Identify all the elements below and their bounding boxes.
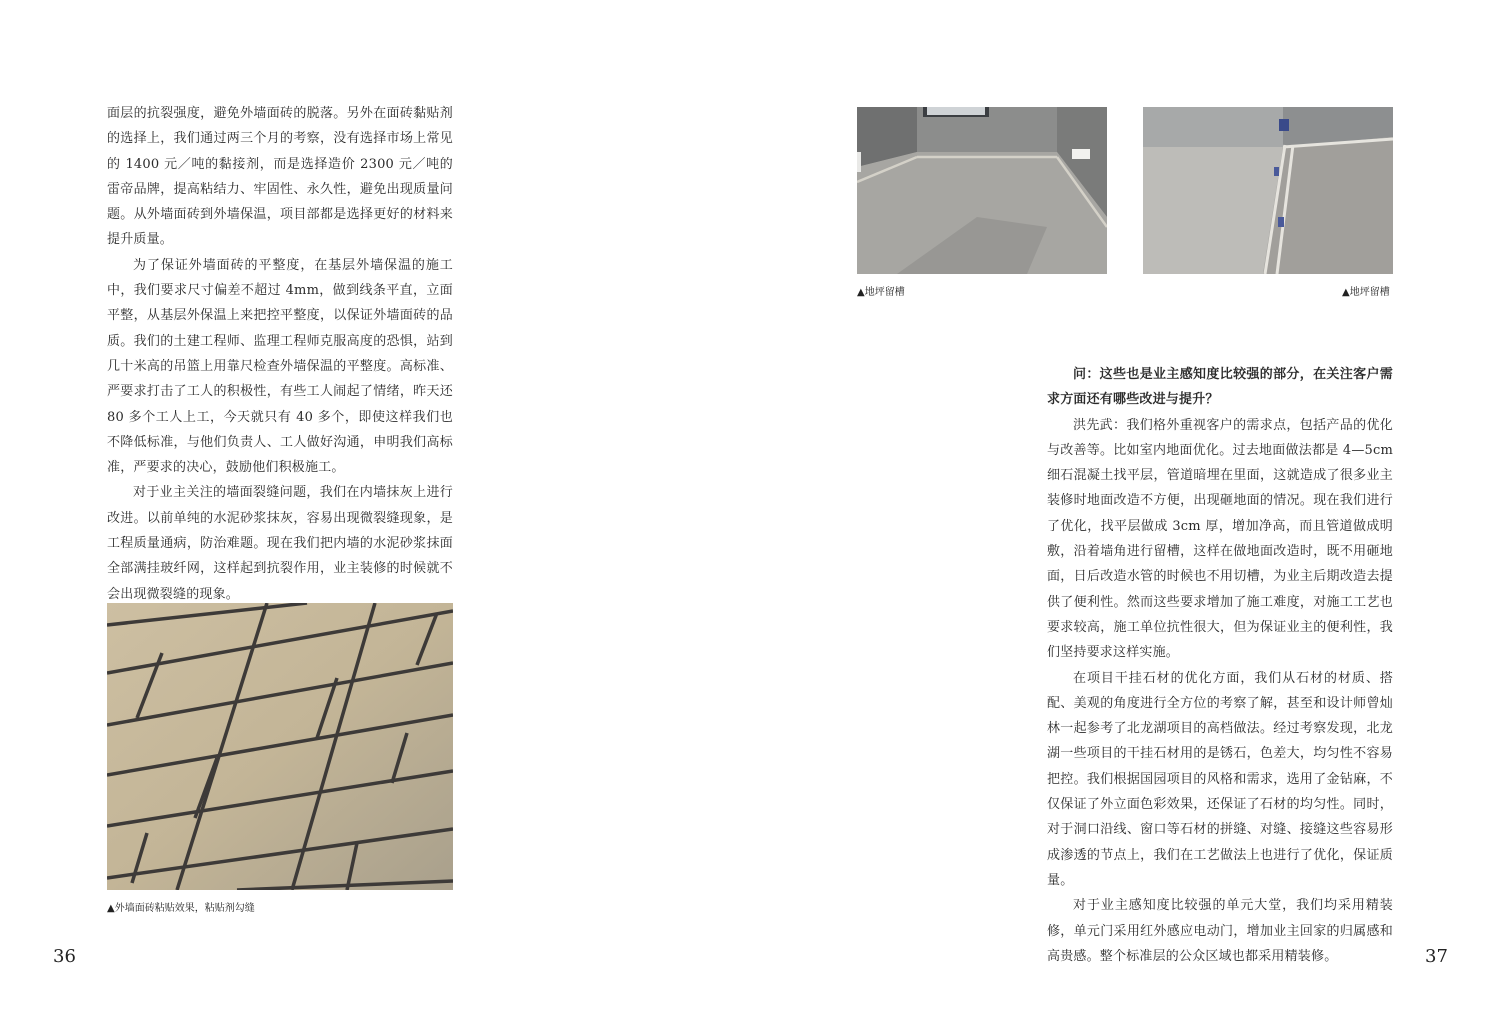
interview-question: 问：这些也是业主感知度比较强的部分，在关注客户需求方面还有哪些改进与提升？	[1047, 367, 1393, 408]
paragraph: 洪先武：我们格外重视客户的需求点，包括产品的优化与改善等。比如室内地面优化。过去地面做法都是 4—5cm 细石混凝土找平层，管道暗埋在里面，这就造成了很多业主装修时地面改造不方便，出现砸地面的情况。现在我们进行了优化，找平层做成 3cm 厚，增加净高，而且管道做成明敷，沿着墙角进行留槽，这样在做地面改造时，既不用砸地面，日后改造水管的时候也不用切槽，为业主后期改造去提供了便利性。然而这些要求增加了施工难度，对施工工艺也要求较高，施工单位抗性很大，但为保证业主的便利性，我们坚持要求这样实施。	[1047, 417, 1393, 661]
tile-wall-photo	[107, 603, 453, 890]
photo-caption: ▲外墙面砖粘贴效果，粘贴剂勾缝	[107, 903, 255, 914]
photo-caption-2: ▲地坪留槽	[1342, 287, 1390, 298]
paragraph: 为了保证外墙面砖的平整度，在基层外墙保温的施工中，我们要求尺寸偏差不超过 4mm，做到线条平直，立面平整，从基层外保温上来把控平整度，以保证外墙面砖的品质。我们的土建工程师、监理工程师克服高度的恐惧，站到几十米高的吊篮上用靠尺检查外墙保温的平整度。高标准、严要求打击了工人的积极性，有些工人闹起了情绪，昨天还 80 多个工人上工，今天就只有 40 多个，即使这样我们也不降低标准，与他们负责人、工人做好沟通，申明我们高标准，严要求的决心，鼓励他们积极施工。	[107, 257, 453, 476]
paragraph: 在项目干挂石材的优化方面，我们从石材的材质、搭配、美观的角度进行全方位的考察了解，甚至和设计师曾灿林一起参考了北龙湖项目的高档做法。经过考察发现，北龙湖一些项目的干挂石材用的是锈石，色差大，均匀性不容易把控。我们根据国园项目的风格和需求，选用了金钻麻，不仅保证了外立面色彩效果，还保证了石材的均匀性。同时，对于洞口沿线、窗口等石材的拼缝、对缝、接缝这些容易形成渗透的节点上，我们在工艺做法上也进行了优化，保证质量。	[1047, 670, 1393, 888]
floor-groove-photo-2	[1143, 107, 1393, 274]
interview-text	[1047, 362, 1393, 969]
paragraph: 对于业主关注的墙面裂缝问题，我们在内墙抹灰上进行改进。以前单纯的水泥砂浆抹灰，容易出现微裂缝现象，是工程质量通病，防治难题。现在我们把内墙的水泥砂浆抹面全部满挂玻纤网，这样起到抗裂作用，业主装修的时候就不会出现微裂缝的现象。	[107, 485, 453, 602]
paragraph: 对于业主感知度比较强的单元大堂，我们均采用精装修，单元门采用红外感应电动门，增加业主回家的归属感和高贵感。整个标准层的公众区域也都采用精装修。	[1047, 898, 1393, 964]
photo-caption-1: ▲地坪留槽	[857, 287, 905, 298]
right-page	[750, 0, 1500, 1018]
paragraph: 面层的抗裂强度，避免外墙面砖的脱落。另外在面砖黏贴剂的选择上，我们通过两三个月的考察，没有选择市场上常见的 1400 元／吨的黏接剂，而是选择造价 2300 元／吨的雷帝品牌，提高粘结力、牢固性、永久性，避免出现质量问题。从外墙面砖到外墙保温，项目部都是选择更好的材料来提升质量。	[107, 106, 453, 248]
floor-groove-photo-1	[857, 107, 1107, 274]
page-number: 36	[53, 946, 76, 967]
page-number: 37	[1425, 946, 1448, 967]
left-article-text	[107, 101, 453, 607]
